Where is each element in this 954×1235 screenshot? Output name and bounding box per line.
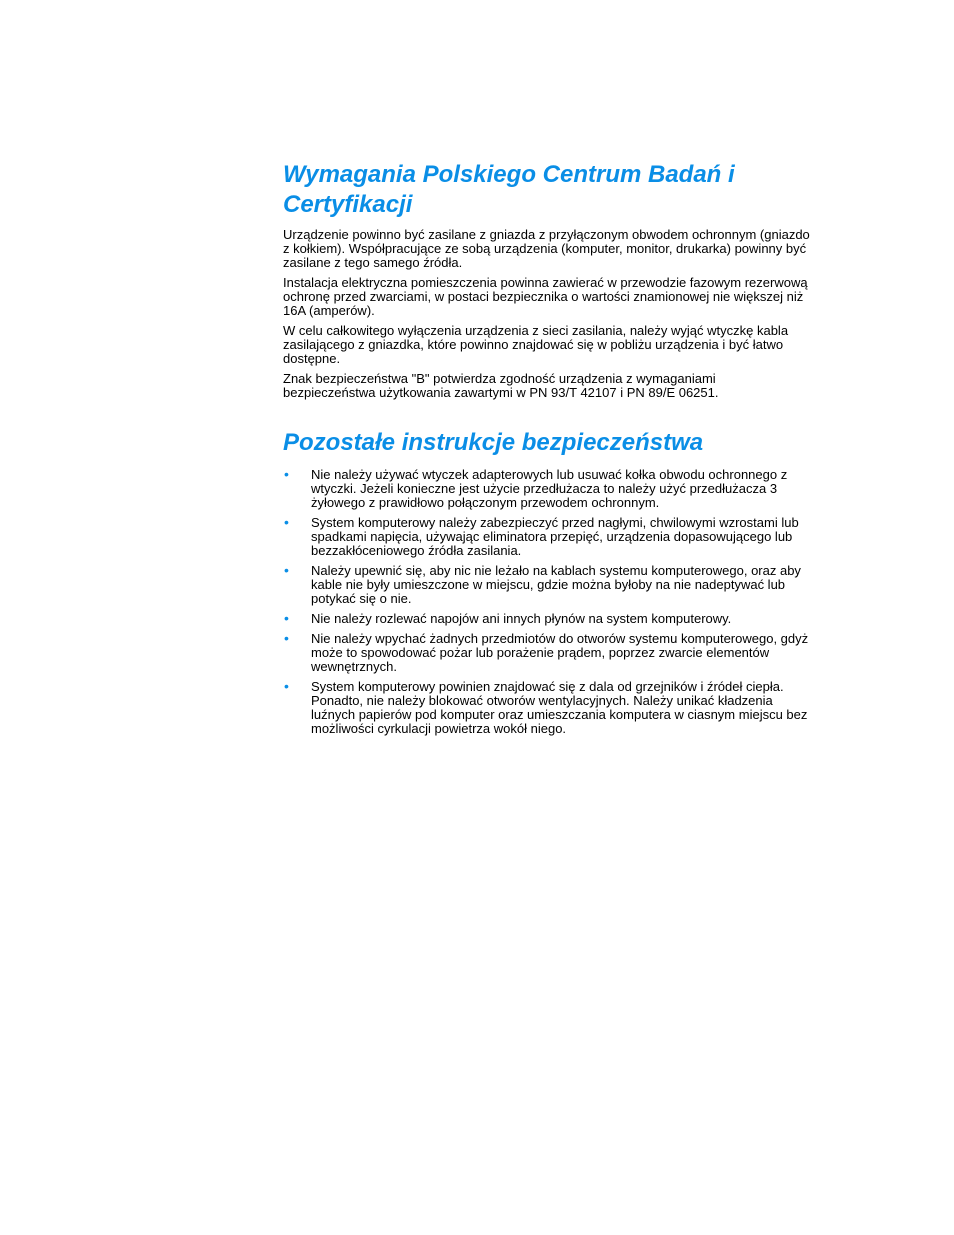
list-item-text: Nie należy wpychać żadnych przedmiotów do otworów systemu komputerowego, gdyż może to spowodować pożar lub porażenie prądem, poprzez zwarcie elementów wewnętrznych. xyxy=(311,631,809,674)
other-safety-instructions-section xyxy=(283,428,811,736)
list-item-text: System komputerowy powinien znajdować się z dala od grzejników i źródeł ciepła. Ponadto, nie należy blokować otworów wentylacyjnych. Należy unikać kładzenia luźnych papierów pod komputer oraz umieszczania komputera w ciasnym miejscu bez możliwości cyrkulacji powietrza wokół niego. xyxy=(311,679,808,736)
document-content xyxy=(283,160,811,742)
list-item-text: System komputerowy należy zabezpieczyć przed nagłymi, chwilowymi wzrostami lub spadkami napięcia, używając eliminatora przepięć, urządzenia dopasowującego lub bezzakłóceniowego źródła zasilania. xyxy=(311,515,799,558)
bullet-icon: • xyxy=(284,630,289,646)
list-item xyxy=(283,468,811,510)
list-item-text: Należy upewnić się, aby nic nie leżało na kablach systemu komputerowego, oraz aby kable nie były umieszczone w miejscu, gdzie można byłoby na nie nadeptywać lub potykać się o nie. xyxy=(311,563,801,606)
bullet-icon: • xyxy=(284,610,289,626)
section-title-safety: Pozostałe instrukcje bezpieczeństwa xyxy=(283,429,704,456)
list-item xyxy=(283,516,811,558)
list-item-text: Nie należy używać wtyczek adapterowych lub usuwać kołka obwodu ochronnego z wtyczki. Jeżeli konieczne jest użycie przedłużacza to należy użyć przedłużacza 3 żyłowego z prawidłowo połączonym przewodem ochronnym. xyxy=(311,467,788,510)
list-item xyxy=(283,680,811,736)
section-title-pcbc: Wymagania Polskiego Centrum Badań i Certyfikacji xyxy=(283,161,735,218)
paragraph: Instalacja elektryczna pomieszczenia powinna zawierać w przewodzie fazowym rezerwową ochronę przed zwarciami, w postaci bezpiecznika o wartości znamionowej nie większej niż 16A (amperów). xyxy=(283,275,808,318)
pcbc-requirements-section xyxy=(283,160,811,400)
bullet-icon: • xyxy=(284,514,289,530)
bullet-icon: • xyxy=(284,562,289,578)
list-item-text: Nie należy rozlewać napojów ani innych płynów na system komputerowy. xyxy=(311,611,732,626)
paragraph: Znak bezpieczeństwa "B" potwierdza zgodność urządzenia z wymaganiami bezpieczeństwa użytkowania zawartymi w PN 93/T 42107 i PN 89/E 06251. xyxy=(283,371,719,400)
paragraph: W celu całkowitego wyłączenia urządzenia z sieci zasilania, należy wyjąć wtyczkę kabla zasilającego z gniazdka, które powinno znajdować się w pobliżu urządzenia i być łatwo dostępne. xyxy=(283,323,789,366)
list-item xyxy=(283,564,811,606)
bullet-icon: • xyxy=(284,466,289,482)
paragraph: Urządzenie powinno być zasilane z gniazda z przyłączonym obwodem ochronnym (gniazdo z kołkiem). Współpracujące ze sobą urządzenia (komputer, monitor, drukarka) powinny być zasilane z tego samego źródła. xyxy=(283,227,810,270)
list-item xyxy=(283,612,811,626)
safety-instructions-list xyxy=(283,468,811,736)
list-item xyxy=(283,632,811,674)
bullet-icon: • xyxy=(284,678,289,694)
